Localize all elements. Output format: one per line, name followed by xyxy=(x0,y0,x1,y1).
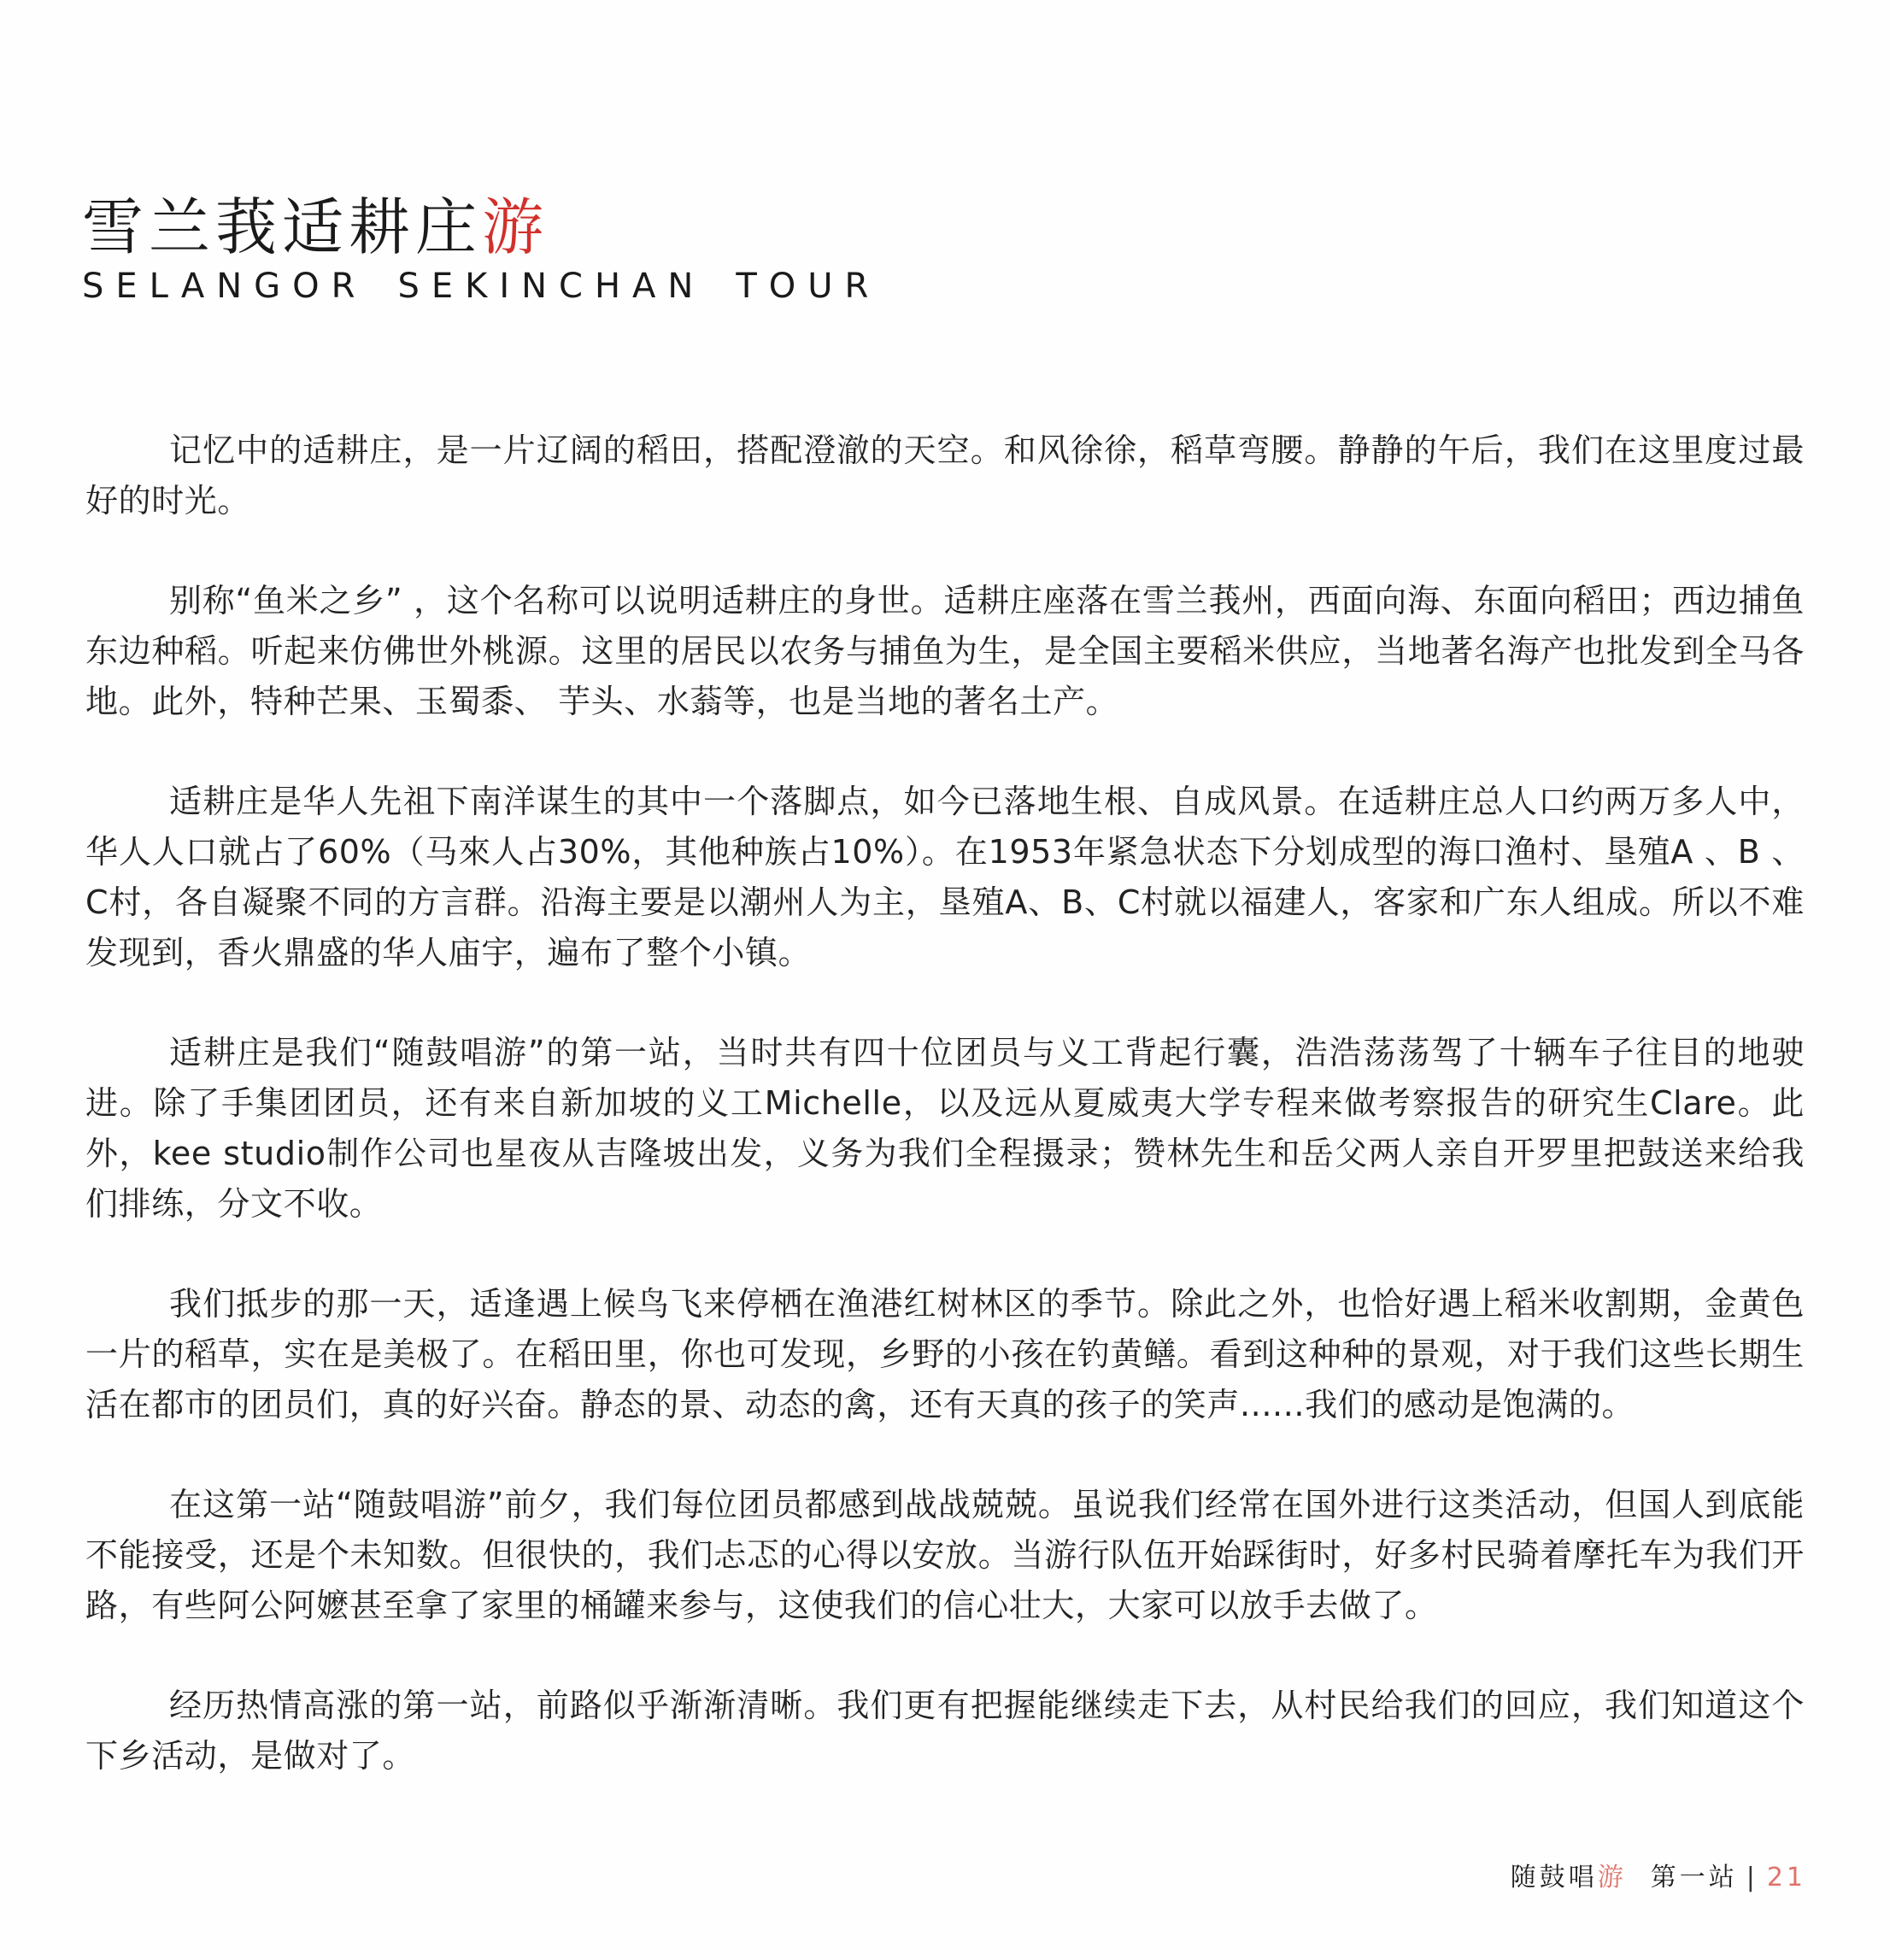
paragraph: 适耕庄是我们“随鼓唱游”的第一站，当时共有四十位团员与义工背起行囊，浩浩荡荡驾了十辆车子往目的地驶进。除了手集团团员，还有来自新加坡的义工Michelle，以及远从夏威夷大学专程来做考察报告的研究生Clare。此外，kee studio制作公司也星夜从吉隆坡出发，义务为我们全程摄录；赞林先生和岳父两人亲自开罗里把鼓送来给我们排练，分文不收。 xyxy=(85,1034,1805,1223)
paragraph: 我们抵步的那一天，适逢遇上候鸟飞来停栖在渔港红树林区的季节。除此之外，也恰好遇上稻米收割期，金黄色一片的稻草，实在是美极了。在稻田里，你也可发现，乡野的小孩在钓黄鳝。看到这种种的景观，对于我们这些长期生活在都市的团员们，真的好兴奋。静态的景、动态的禽，还有天真的孩子的笑声......我们的感动是饱满的。 xyxy=(85,1285,1805,1423)
title-accent-char: 游 xyxy=(482,191,549,263)
footer-series-title: 随鼓唱 xyxy=(1510,1863,1598,1893)
title-main-text: 雪兰莪适耕庄 xyxy=(82,191,483,263)
footer-separator: | xyxy=(1746,1863,1758,1893)
paragraph: 经历热情高涨的第一站，前路似乎渐渐清晰。我们更有把握能继续走下去，从村民给我们的回应，我们知道这个下乡活动，是做对了。 xyxy=(85,1687,1805,1775)
page-footer xyxy=(1511,1861,1806,1895)
article-title-chinese xyxy=(82,191,880,263)
title-en-word: TOUR xyxy=(736,267,881,306)
paragraph: 记忆中的适耕庄，是一片辽阔的稻田，搭配澄澈的天空。和风徐徐，稻草弯腰。静静的午后，我们在这里度过最好的时光。 xyxy=(85,431,1805,519)
article-title-block xyxy=(82,191,880,306)
paragraph: 适耕庄是华人先祖下南洋谋生的其中一个落脚点，如今已落地生根、自成风景。在适耕庄总人口约两万多人中，华人人口就占了60%（马來人占30%，其他种族占10%）。在1953年紧急状态下分划成型的海口渔村、垦殖A 、B 、C村，各自凝聚不同的方言群。沿海主要是以潮州人为主，垦殖A、B、C村就以福建人，客家和广东人组成。所以不难发现到，香火鼎盛的华人庙宇，遍布了整个小镇。 xyxy=(85,783,1805,971)
paragraph: 在这第一站“随鼓唱游”前夕，我们每位团员都感到战战兢兢。虽说我们经常在国外进行这类活动，但国人到底能不能接受，还是个未知数。但很快的，我们忐忑的心得以安放。当游行队伍开始踩街时，好多村民骑着摩托车为我们开路，有些阿公阿嬷甚至拿了家里的桶罐来参与，这使我们的信心壮大，大家可以放手去做了。 xyxy=(85,1486,1805,1624)
paragraph: 别称“鱼米之乡” ，这个名称可以说明适耕庄的身世。适耕庄座落在雪兰莪州，西面向海、东面向稻田；西边捕鱼东边种稻。听起来仿佛世外桃源。这里的居民以农务与捕鱼为生，是全国主要稻米供应，当地著名海产也批发到全马各地。此外，特种芒果、玉蜀黍、 芋头、水蓊等，也是当地的著名土产。 xyxy=(85,582,1805,720)
footer-section-label: 第一站 xyxy=(1650,1863,1738,1893)
article-title-english xyxy=(82,267,880,306)
page-number: 21 xyxy=(1766,1863,1806,1893)
footer-series-accent: 游 xyxy=(1597,1863,1627,1893)
article-body xyxy=(85,425,1805,1831)
title-en-word: SEKINCHAN xyxy=(397,267,706,306)
title-en-word: SELANGOR xyxy=(82,267,367,306)
